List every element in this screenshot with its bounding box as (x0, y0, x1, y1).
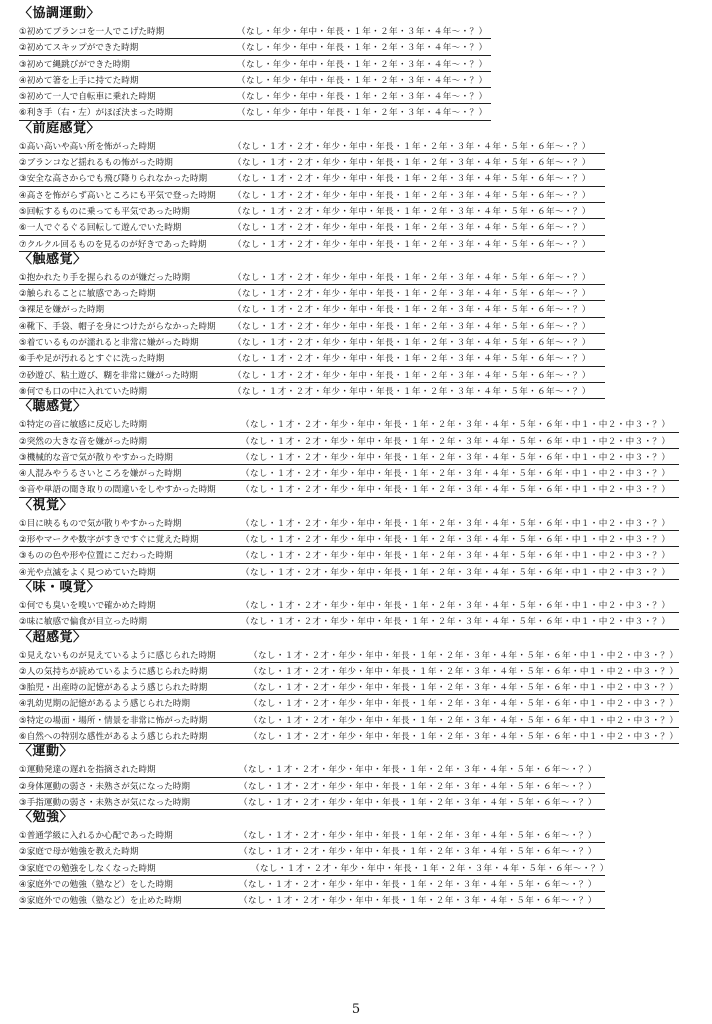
answer-options: （なし・１才・２才・年少・年中・年長・１年・２年・３年・４年・５年・６年・中１・中２・中３・？） (241, 535, 671, 546)
question-row (19, 318, 605, 334)
answer-options: （なし・１才・２才・年少・年中・年長・１年・２年・３年・４年・５年・６年～・？） (233, 354, 591, 365)
answer-options: （なし・１才・２才・年少・年中・年長・１年・２年・３年・４年・５年・６年～・？） (233, 305, 591, 316)
section (19, 810, 695, 908)
answer-options: （なし・年少・年中・年長・１年・２年・３年・４年～・？） (237, 108, 488, 119)
question-row (19, 72, 491, 88)
answer-options: （なし・年少・年中・年長・１年・２年・３年・４年～・？） (237, 27, 488, 37)
question-row (19, 236, 605, 252)
question-text: ①普通学級に入れるか心配であった時期 (19, 831, 173, 842)
answer-options: （なし・１才・２才・年少・年中・年長・１年・２年・３年・４年・５年・６年～・？） (239, 880, 597, 891)
question-text: ③裸足を嫌がった時期 (19, 305, 105, 316)
question-text: ①目に映るもので気が散りやすかった時期 (19, 518, 182, 529)
answer-options: （なし・年少・年中・年長・１年・２年・３年・４年～・？） (237, 75, 488, 86)
answer-options: （なし・１才・２才・年少・年中・年長・１年・２年・３年・４年・５年・６年・中１・中２・中３・？） (241, 567, 671, 578)
question-text: ⑦クルクル回るものを見るのが好きであった時期 (19, 239, 207, 250)
question-row (19, 170, 605, 186)
question-row (19, 876, 605, 892)
question-row (19, 416, 679, 432)
question-row (19, 465, 679, 481)
question-row (19, 843, 605, 859)
question-row (19, 515, 679, 531)
section-title: 〈触感覚〉 (19, 251, 87, 267)
answer-options: （なし・１才・２才・年少・年中・年長・１年・２年・３年・４年・５年・６年～・？） (233, 158, 591, 169)
question-text: ⑥自然への特別な感性があるよう感じられた時期 (19, 731, 208, 742)
section-title: 〈味・嗅覚〉 (19, 579, 101, 595)
question-row (19, 794, 605, 810)
question-row (19, 892, 605, 908)
section-title: 〈勉強〉 (19, 810, 74, 826)
question-row (19, 695, 679, 711)
answer-options: （なし・１才・２才・年少・年中・年長・１年・２年・３年・４年・５年・６年～・？） (233, 141, 591, 152)
question-text: ②突然の大きな音を嫌がった時期 (19, 436, 148, 447)
section (19, 498, 695, 580)
questionnaire-page (19, 6, 695, 909)
question-text: ③初めて縄跳びができた時期 (19, 59, 130, 70)
question-text: ⑤音や単語の聞き取りの間違いをしやすかった時期 (19, 485, 216, 496)
question-row (19, 39, 491, 55)
answer-options: （なし・１才・２才・年少・年中・年長・１年・２年・３年・４年・５年・６年～・？） (233, 338, 591, 349)
question-text: ②味に敏感で偏食が目立った時期 (19, 617, 148, 628)
section-title: 〈協調運動〉 (19, 6, 101, 21)
question-text: ①見えないものが見えているように感じられた時期 (19, 650, 216, 661)
section (19, 6, 695, 121)
answer-options: （なし・年少・年中・年長・１年・２年・３年・４年～・？） (237, 43, 488, 54)
question-text: ②形やマークや数字がすきですぐに覚えた時期 (19, 535, 199, 546)
answer-options: （なし・１才・２才・年少・年中・年長・１年・２年・３年・４年・５年・６年～・？） (233, 223, 591, 234)
answer-options: （なし・１才・２才・年少・年中・年長・１年・２年・３年・４年・５年・６年～・？） (239, 781, 597, 792)
question-text: ③家庭での勉強をしなくなった時期 (19, 863, 156, 874)
question-text: ⑤着ているものが濡れると非常に嫌がった時期 (19, 338, 199, 349)
answer-options: （なし・１才・２才・年少・年中・年長・１年・２年・３年・４年・５年・６年～・？） (239, 896, 597, 907)
question-text: ②初めてスキップができた時期 (19, 43, 139, 54)
question-row (19, 547, 679, 563)
answer-options: （なし・年少・年中・年長・１年・２年・３年・４年～・？） (237, 92, 488, 103)
question-row (19, 203, 605, 219)
question-row (19, 187, 605, 203)
section-title: 〈前庭感覚〉 (19, 120, 101, 136)
answer-options: （なし・１才・２才・年少・年中・年長・１年・２年・３年・４年・５年・６年・中１・中２・中３・？） (241, 518, 671, 529)
question-row (19, 88, 491, 104)
question-text: ④家庭外での勉強（塾など）をした時期 (19, 880, 173, 891)
answer-options: （なし・１才・２才・年少・年中・年長・１年・２年・３年・４年・５年・６年・中１・中２・中３・？） (249, 731, 679, 742)
answer-options: （なし・１才・２才・年少・年中・年長・１年・２年・３年・４年・５年・６年・中１・中２・中３・？） (241, 617, 671, 628)
question-row (19, 597, 679, 613)
answer-options: （なし・１才・２才・年少・年中・年長・１年・２年・３年・４年・５年・６年～・？） (233, 239, 591, 250)
question-text: ⑤特定の場面・場所・情景を非常に怖がった時期 (19, 715, 208, 726)
section (19, 744, 695, 810)
answer-options: （なし・１才・２才・年少・年中・年長・１年・２年・３年・４年・５年・６年・中１・中２・中３・？） (249, 666, 679, 677)
question-text: ⑥手や足が汚れるとすぐに洗った時期 (19, 354, 165, 365)
question-row (19, 613, 679, 629)
section-title: 〈視覚〉 (19, 497, 74, 513)
question-row (19, 449, 679, 465)
question-row (19, 104, 491, 120)
question-row (19, 23, 491, 39)
question-row (19, 383, 605, 399)
question-row (19, 269, 605, 285)
question-row (19, 285, 605, 301)
answer-options: （なし・１才・２才・年少・年中・年長・１年・２年・３年・４年・５年・６年・中１・中２・中３・？） (249, 650, 679, 661)
question-text: ③胎児・出産時の記憶があるよう感じられた時期 (19, 683, 208, 694)
answer-options: （なし・１才・２才・年少・年中・年長・１年・２年・３年・４年・５年・６年～・？） (239, 831, 597, 842)
question-text: ③手指運動の弱さ・未熟さが気になった時期 (19, 797, 190, 808)
section (19, 399, 695, 497)
section (19, 252, 695, 399)
answer-options: （なし・１才・２才・年少・年中・年長・１年・２年・３年・４年・５年・６年・中１・中２・中３・？） (241, 469, 671, 480)
question-row (19, 433, 679, 449)
question-row (19, 138, 605, 154)
question-row (19, 647, 679, 663)
answer-options: （なし・１才・２才・年少・年中・年長・１年・２年・３年・４年・５年・６年・中１・中２・中３・？） (241, 485, 671, 496)
page-number: 5 (351, 1002, 361, 1017)
question-text: ②ブランコなど揺れるもの怖がった時期 (19, 158, 173, 169)
answer-options: （なし・１才・２才・年少・年中・年長・１年・２年・３年・４年・５年・６年・中１・中２・中３・？） (249, 715, 679, 726)
question-text: ④初めて箸を上手に持てた時期 (19, 75, 139, 86)
section (19, 630, 695, 745)
question-text: ⑥利き手（右・左）がほぼ決まった時期 (19, 108, 173, 119)
section-title: 〈聴感覚〉 (19, 399, 87, 415)
answer-options: （なし・１才・２才・年少・年中・年長・１年・２年・３年・４年・５年・６年～・？） (251, 863, 609, 874)
question-row (19, 219, 605, 235)
answer-options: （なし・１才・２才・年少・年中・年長・１年・２年・３年・４年・５年・６年・中１・中２・中３・？） (241, 551, 671, 562)
question-text: ③安全な高さからでも飛び降りられなかった時期 (19, 174, 208, 185)
question-text: ⑤回転するものに乗っても平気であった時期 (19, 206, 190, 217)
question-row (19, 827, 605, 843)
section (19, 580, 695, 630)
answer-options: （なし・１才・２才・年少・年中・年長・１年・２年・３年・４年・５年・６年～・？） (233, 190, 591, 201)
answer-options: （なし・１才・２才・年少・年中・年長・１年・２年・３年・４年・５年・６年・中１・中２・中３・？） (241, 436, 671, 447)
question-row (19, 728, 679, 744)
question-text: ⑧何でも口の中に入れていた時期 (19, 386, 148, 397)
answer-options: （なし・１才・２才・年少・年中・年長・１年・２年・３年・４年・５年・６年～・？） (233, 321, 591, 332)
question-text: ③ものの色や形や位置にこだわった時期 (19, 551, 173, 562)
question-row (19, 564, 679, 580)
question-text: ①初めてブランコを一人でこげた時期 (19, 27, 165, 37)
answer-options: （なし・年少・年中・年長・１年・２年・３年・４年～・？） (237, 59, 488, 70)
answer-options: （なし・１才・２才・年少・年中・年長・１年・２年・３年・４年・５年・６年～・？） (233, 272, 591, 283)
question-row (19, 531, 679, 547)
answer-options: （なし・１才・２才・年少・年中・年長・１年・２年・３年・４年・５年・６年～・？） (239, 797, 597, 808)
question-text: ④人混みやうるさいところを嫌がった時期 (19, 469, 182, 480)
question-row (19, 301, 605, 317)
question-text: ①何でも臭いを嗅いで確かめた時期 (19, 600, 156, 611)
question-text: ②触られることに敏感であった時期 (19, 289, 156, 300)
question-text: ④靴下、手袋、帽子を身につけたがらなかった時期 (19, 321, 216, 332)
question-text: ④高さを怖がらず高いところにも平気で登った時期 (19, 190, 216, 201)
question-text: ④乳幼児期の記憶があるよう感じられた時期 (19, 699, 190, 710)
question-text: ①高い高いや高い所を怖がった時期 (19, 141, 156, 152)
section (19, 121, 695, 252)
answer-options: （なし・１才・２才・年少・年中・年長・１年・２年・３年・４年・５年・６年～・？） (233, 289, 591, 300)
answer-options: （なし・１才・２才・年少・年中・年長・１年・２年・３年・４年・５年・６年・中１・中２・中３・？） (241, 420, 671, 431)
answer-options: （なし・１才・２才・年少・年中・年長・１年・２年・３年・４年・５年・６年・中１・中２・中３・？） (249, 699, 679, 710)
question-text: ③機械的な音で気が散りやすかった時期 (19, 452, 173, 463)
answer-options: （なし・１才・２才・年少・年中・年長・１年・２年・３年・４年・５年・６年～・？） (233, 370, 591, 381)
question-row (19, 350, 605, 366)
question-row (19, 679, 679, 695)
question-row (19, 334, 605, 350)
question-text: ①運動発達の遅れを指摘された時期 (19, 765, 156, 776)
question-text: ②人の気持ちが読めているように感じられた時期 (19, 666, 208, 677)
answer-options: （なし・１才・２才・年少・年中・年長・１年・２年・３年・４年・５年・６年・中１・中２・中３・？） (249, 683, 679, 694)
question-text: ②身体運動の弱さ・未熟さが気になった時期 (19, 781, 190, 792)
question-row (19, 860, 609, 876)
section-title: 〈運動〉 (19, 744, 74, 760)
question-text: ①抱かれたり手を握られるのが嫌だった時期 (19, 272, 190, 283)
question-row (19, 154, 605, 170)
question-row (19, 761, 605, 777)
question-text: ⑦砂遊び、粘土遊び、糊を非常に嫌がった時期 (19, 370, 198, 381)
question-text: ④光や点滅をよく見つめていた時期 (19, 567, 156, 578)
answer-options: （なし・１才・２才・年少・年中・年長・１年・２年・３年・４年・５年・６年～・？） (239, 847, 597, 858)
question-text: ⑤家庭外での勉強（塾など）を止めた時期 (19, 896, 182, 907)
question-row (19, 481, 679, 497)
question-row (19, 712, 679, 728)
question-text: ⑥一人でぐるぐる回転して遊んでいた時期 (19, 223, 182, 234)
question-row (19, 367, 605, 383)
answer-options: （なし・１才・２才・年少・年中・年長・１年・２年・３年・４年・５年・６年～・？） (233, 174, 591, 185)
answer-options: （なし・１才・２才・年少・年中・年長・１年・２年・３年・４年・５年・６年～・？） (239, 765, 597, 776)
question-text: ①特定の音に敏感に反応した時期 (19, 420, 148, 431)
answer-options: （なし・１才・２才・年少・年中・年長・１年・２年・３年・４年・５年・６年～・？） (233, 206, 591, 217)
section-title: 〈超感覚〉 (19, 629, 87, 645)
answer-options: （なし・１才・２才・年少・年中・年長・１年・２年・３年・４年・５年・６年・中１・中２・中３・？） (241, 600, 671, 611)
question-row (19, 778, 605, 794)
question-row (19, 663, 679, 679)
answer-options: （なし・１才・２才・年少・年中・年長・１年・２年・３年・４年・５年・６年～・？） (233, 386, 591, 397)
question-row (19, 56, 491, 72)
question-text: ⑤初めて一人で自転車に乗れた時期 (19, 92, 156, 103)
answer-options: （なし・１才・２才・年少・年中・年長・１年・２年・３年・４年・５年・６年・中１・中２・中３・？） (241, 452, 671, 463)
question-text: ②家庭で母が勉強を教えた時期 (19, 847, 139, 858)
